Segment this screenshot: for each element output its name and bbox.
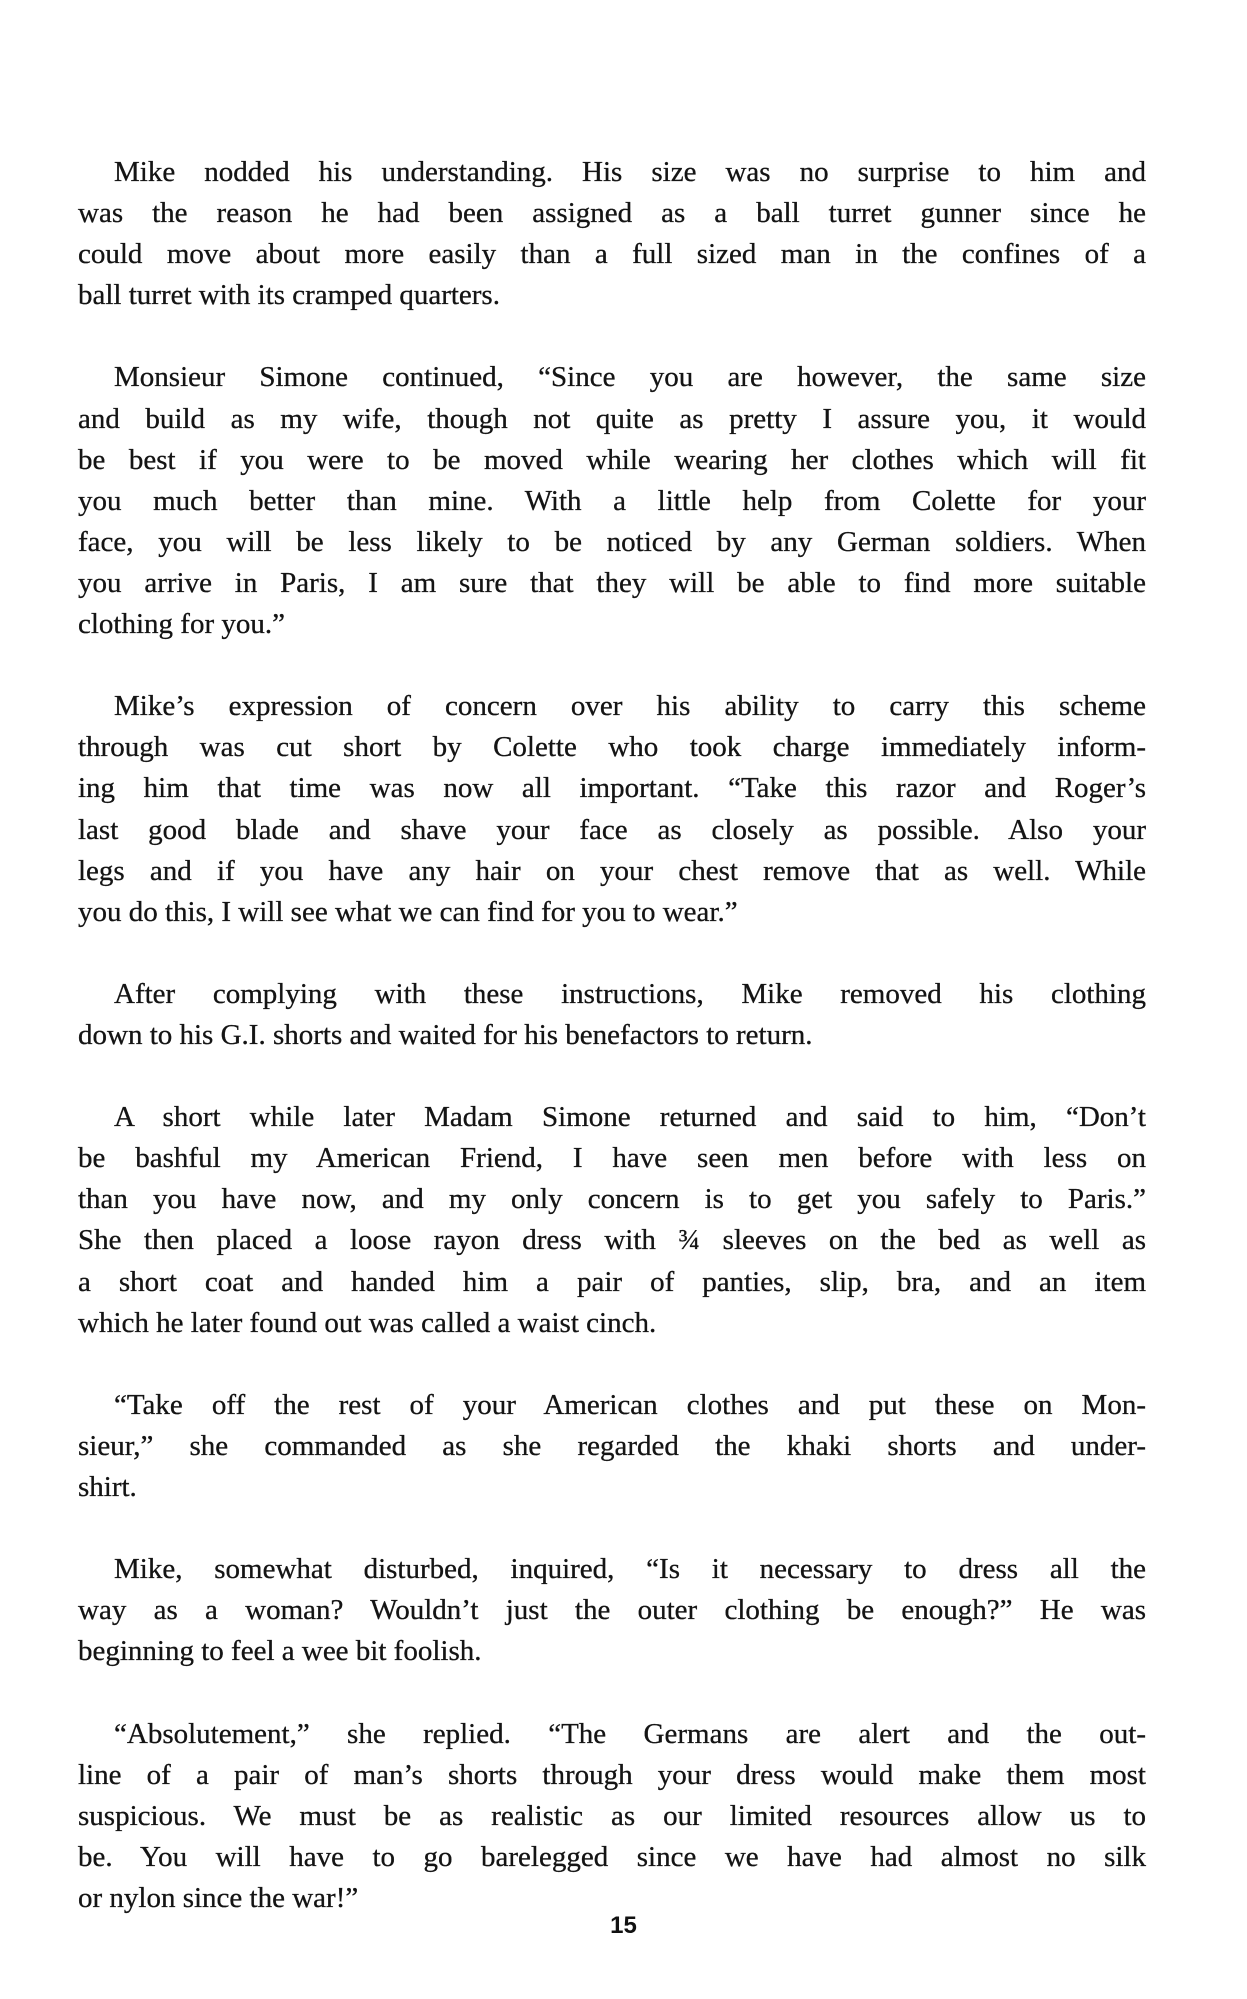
text-line: “Take off the rest of your American clothes and put these on Mon- (114, 1388, 1146, 1421)
text-line: Mike’s expression of concern over his ability to carry this scheme (114, 690, 1146, 723)
text-line: was the reason he had been assigned as a ball turret gunner since he (78, 197, 1146, 230)
text-line: shirt. (78, 1471, 137, 1503)
text-line: face, you will be less likely to be noticed by any German soldiers. When (78, 525, 1146, 558)
text-line: you arrive in Paris, I am sure that they will be able to find more suitable (78, 566, 1146, 599)
paragraph (78, 1549, 1146, 1672)
page-number: 15 (610, 1912, 637, 1939)
paragraph (78, 686, 1146, 933)
text-line: ing him that time was now all important. “Take this razor and Roger’s (78, 772, 1146, 805)
text-line: last good blade and shave your face as closely as possible. Also your (78, 813, 1146, 846)
text-line: or nylon since the war!” (78, 1881, 359, 1914)
paragraph (78, 357, 1146, 645)
text-line: and build as my wife, though not quite as pretty I assure you, it would (78, 402, 1146, 435)
paragraph (78, 1385, 1146, 1508)
text-line: clothing for you.” (78, 608, 285, 641)
text-line: She then placed a loose rayon dress with ¾ sleeves on the bed as well as (78, 1224, 1146, 1257)
text-line: way as a woman? Wouldn’t just the outer clothing be enough?” He was (78, 1594, 1146, 1627)
paragraph (78, 152, 1146, 316)
text-line: After complying with these instructions, Mike removed his clothing (114, 977, 1146, 1010)
text-line: A short while later Madam Simone returned and said to him, “Don’t (114, 1101, 1146, 1134)
page-body-text (78, 152, 1146, 1960)
text-line: Monsieur Simone continued, “Since you are however, the same size (114, 361, 1146, 394)
text-line: be best if you were to be moved while wearing her clothes which will fit (78, 443, 1146, 476)
text-line: sieur,” she commanded as she regarded the khaki shorts and under- (78, 1429, 1146, 1462)
text-line: be bashful my American Friend, I have seen men before with less on (78, 1142, 1146, 1175)
text-line: ball turret with its cramped quarters. (78, 279, 500, 312)
text-line: you much better than mine. With a little help from Colette for your (78, 484, 1146, 517)
text-line: suspicious. We must be as realistic as our limited resources allow us to (78, 1799, 1146, 1832)
text-line: be. You will have to go barelegged since we have had almost no silk (78, 1840, 1146, 1873)
text-line: Mike, somewhat disturbed, inquired, “Is it necessary to dress all the (114, 1553, 1146, 1586)
text-line: you do this, I will see what we can find for you to wear.” (78, 895, 738, 928)
text-line: which he later found out was called a waist cinch. (78, 1306, 657, 1339)
text-line: beginning to feel a wee bit foolish. (78, 1635, 482, 1668)
text-line: through was cut short by Colette who took charge immediately inform- (78, 731, 1146, 764)
text-line: legs and if you have any hair on your chest remove that as well. While (78, 854, 1146, 887)
text-line: down to his G.I. shorts and waited for his benefactors to return. (78, 1018, 813, 1051)
paragraph (78, 974, 1146, 1056)
text-line: line of a pair of man’s shorts through your dress would make them most (78, 1758, 1146, 1791)
text-line: Mike nodded his understanding. His size was no surprise to him and (114, 156, 1146, 188)
text-line: a short coat and handed him a pair of panties, slip, bra, and an item (78, 1265, 1146, 1298)
paragraph (78, 1714, 1146, 1919)
paragraph (78, 1097, 1146, 1344)
text-line: than you have now, and my only concern is to get you safely to Paris.” (78, 1183, 1146, 1216)
text-line: “Absolutement,” she replied. “The Germans are alert and the out- (114, 1717, 1146, 1750)
text-line: could move about more easily than a full sized man in the confines of a (78, 238, 1146, 271)
